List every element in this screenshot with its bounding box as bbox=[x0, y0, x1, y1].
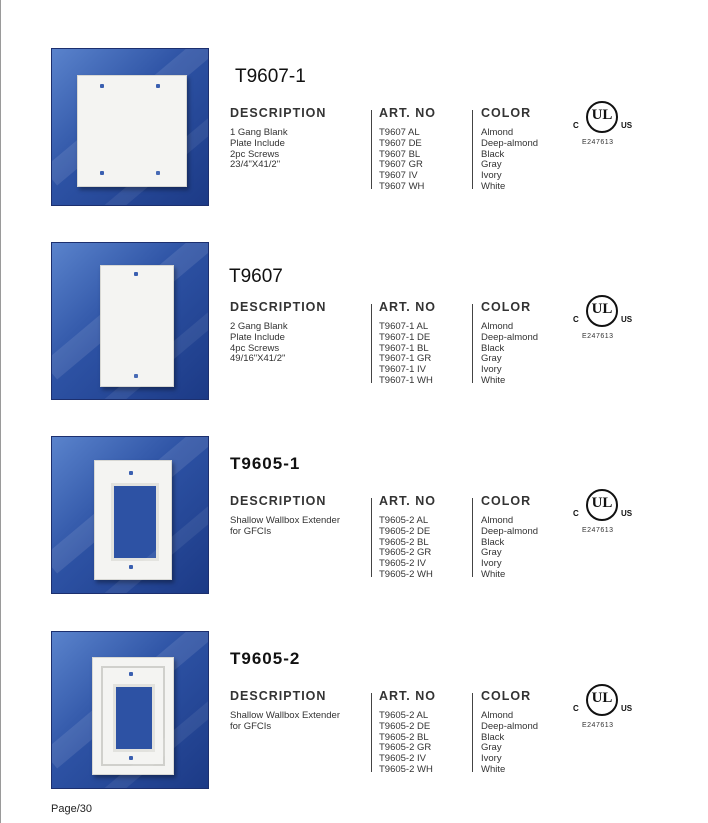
description-header: DESCRIPTION bbox=[230, 494, 327, 508]
art-no-list: T9605-2 AL T9605-2 DE T9605-2 BL T9605-2 GR T9605-2 IV T9605-2 WH bbox=[379, 710, 433, 775]
description-header: DESCRIPTION bbox=[230, 106, 327, 120]
description-header: DESCRIPTION bbox=[230, 300, 327, 314]
color-header: COLOR bbox=[481, 300, 532, 314]
column-divider bbox=[371, 304, 372, 383]
model-title: T9605-1 bbox=[230, 454, 301, 473]
model-title: T9605-2 bbox=[230, 649, 301, 668]
art-no-header: ART. NO bbox=[379, 300, 436, 314]
gfci-opening bbox=[111, 483, 159, 561]
art-no-list: T9607-1 AL T9607-1 DE T9607-1 BL T9607-1 GR T9607-1 IV T9607-1 WH bbox=[379, 321, 433, 386]
description-text: Shallow Wallbox Extender for GFCIs bbox=[230, 710, 341, 732]
product-photo bbox=[51, 48, 209, 206]
product-photo bbox=[51, 631, 209, 789]
ul-certification-mark: UL C US E247613 bbox=[572, 684, 634, 736]
product-block bbox=[0, 631, 708, 796]
description-text: 2 Gang Blank Plate Include 4pc Screws 49/16"X41/2" bbox=[230, 321, 288, 365]
product-block bbox=[0, 436, 708, 601]
ul-certification-mark: UL C US E247613 bbox=[572, 295, 634, 347]
column-divider bbox=[371, 110, 372, 189]
product-block bbox=[0, 48, 708, 213]
art-no-header: ART. NO bbox=[379, 689, 436, 703]
blank-plate-2-gang bbox=[100, 265, 174, 387]
art-no-list: T9605-2 AL T9605-2 DE T9605-2 BL T9605-2 GR T9605-2 IV T9605-2 WH bbox=[379, 515, 433, 580]
art-no-header: ART. NO bbox=[379, 494, 436, 508]
column-divider bbox=[472, 693, 473, 772]
gfci-opening bbox=[113, 684, 155, 752]
column-divider bbox=[371, 498, 372, 577]
description-text: Shallow Wallbox Extender for GFCIs bbox=[230, 515, 341, 537]
wallbox-extender bbox=[94, 460, 172, 580]
color-list: Almond Deep-almond Black Gray Ivory White bbox=[481, 515, 539, 580]
color-header: COLOR bbox=[481, 494, 532, 508]
art-no-header: ART. NO bbox=[379, 106, 436, 120]
art-no-list: T9607 AL T9607 DE T9607 BL T9607 GR T9607 IV T9607 WH bbox=[379, 127, 425, 192]
model-title: T9607 bbox=[229, 266, 283, 287]
product-photo bbox=[51, 436, 209, 594]
color-list: Almond Deep-almond Black Gray Ivory White bbox=[481, 127, 539, 192]
color-list: Almond Deep-almond Black Gray Ivory White bbox=[481, 710, 539, 775]
blank-plate-1-gang bbox=[77, 75, 187, 187]
product-photo bbox=[51, 242, 209, 400]
column-divider bbox=[472, 110, 473, 189]
product-block bbox=[0, 242, 708, 407]
column-divider bbox=[472, 498, 473, 577]
page-number: Page/30 bbox=[51, 803, 92, 815]
model-title: T9607-1 bbox=[235, 66, 306, 87]
column-divider bbox=[371, 693, 372, 772]
description-header: DESCRIPTION bbox=[230, 689, 327, 703]
wallbox-extender bbox=[92, 657, 174, 775]
color-header: COLOR bbox=[481, 106, 532, 120]
ul-certification-mark: UL C US E247613 bbox=[572, 101, 634, 153]
description-text: 1 Gang Blank Plate Include 2pc Screws 23/4"X41/2" bbox=[230, 127, 288, 171]
ul-certification-mark: UL C US E247613 bbox=[572, 489, 634, 541]
color-header: COLOR bbox=[481, 689, 532, 703]
color-list: Almond Deep-almond Black Gray Ivory White bbox=[481, 321, 539, 386]
column-divider bbox=[472, 304, 473, 383]
